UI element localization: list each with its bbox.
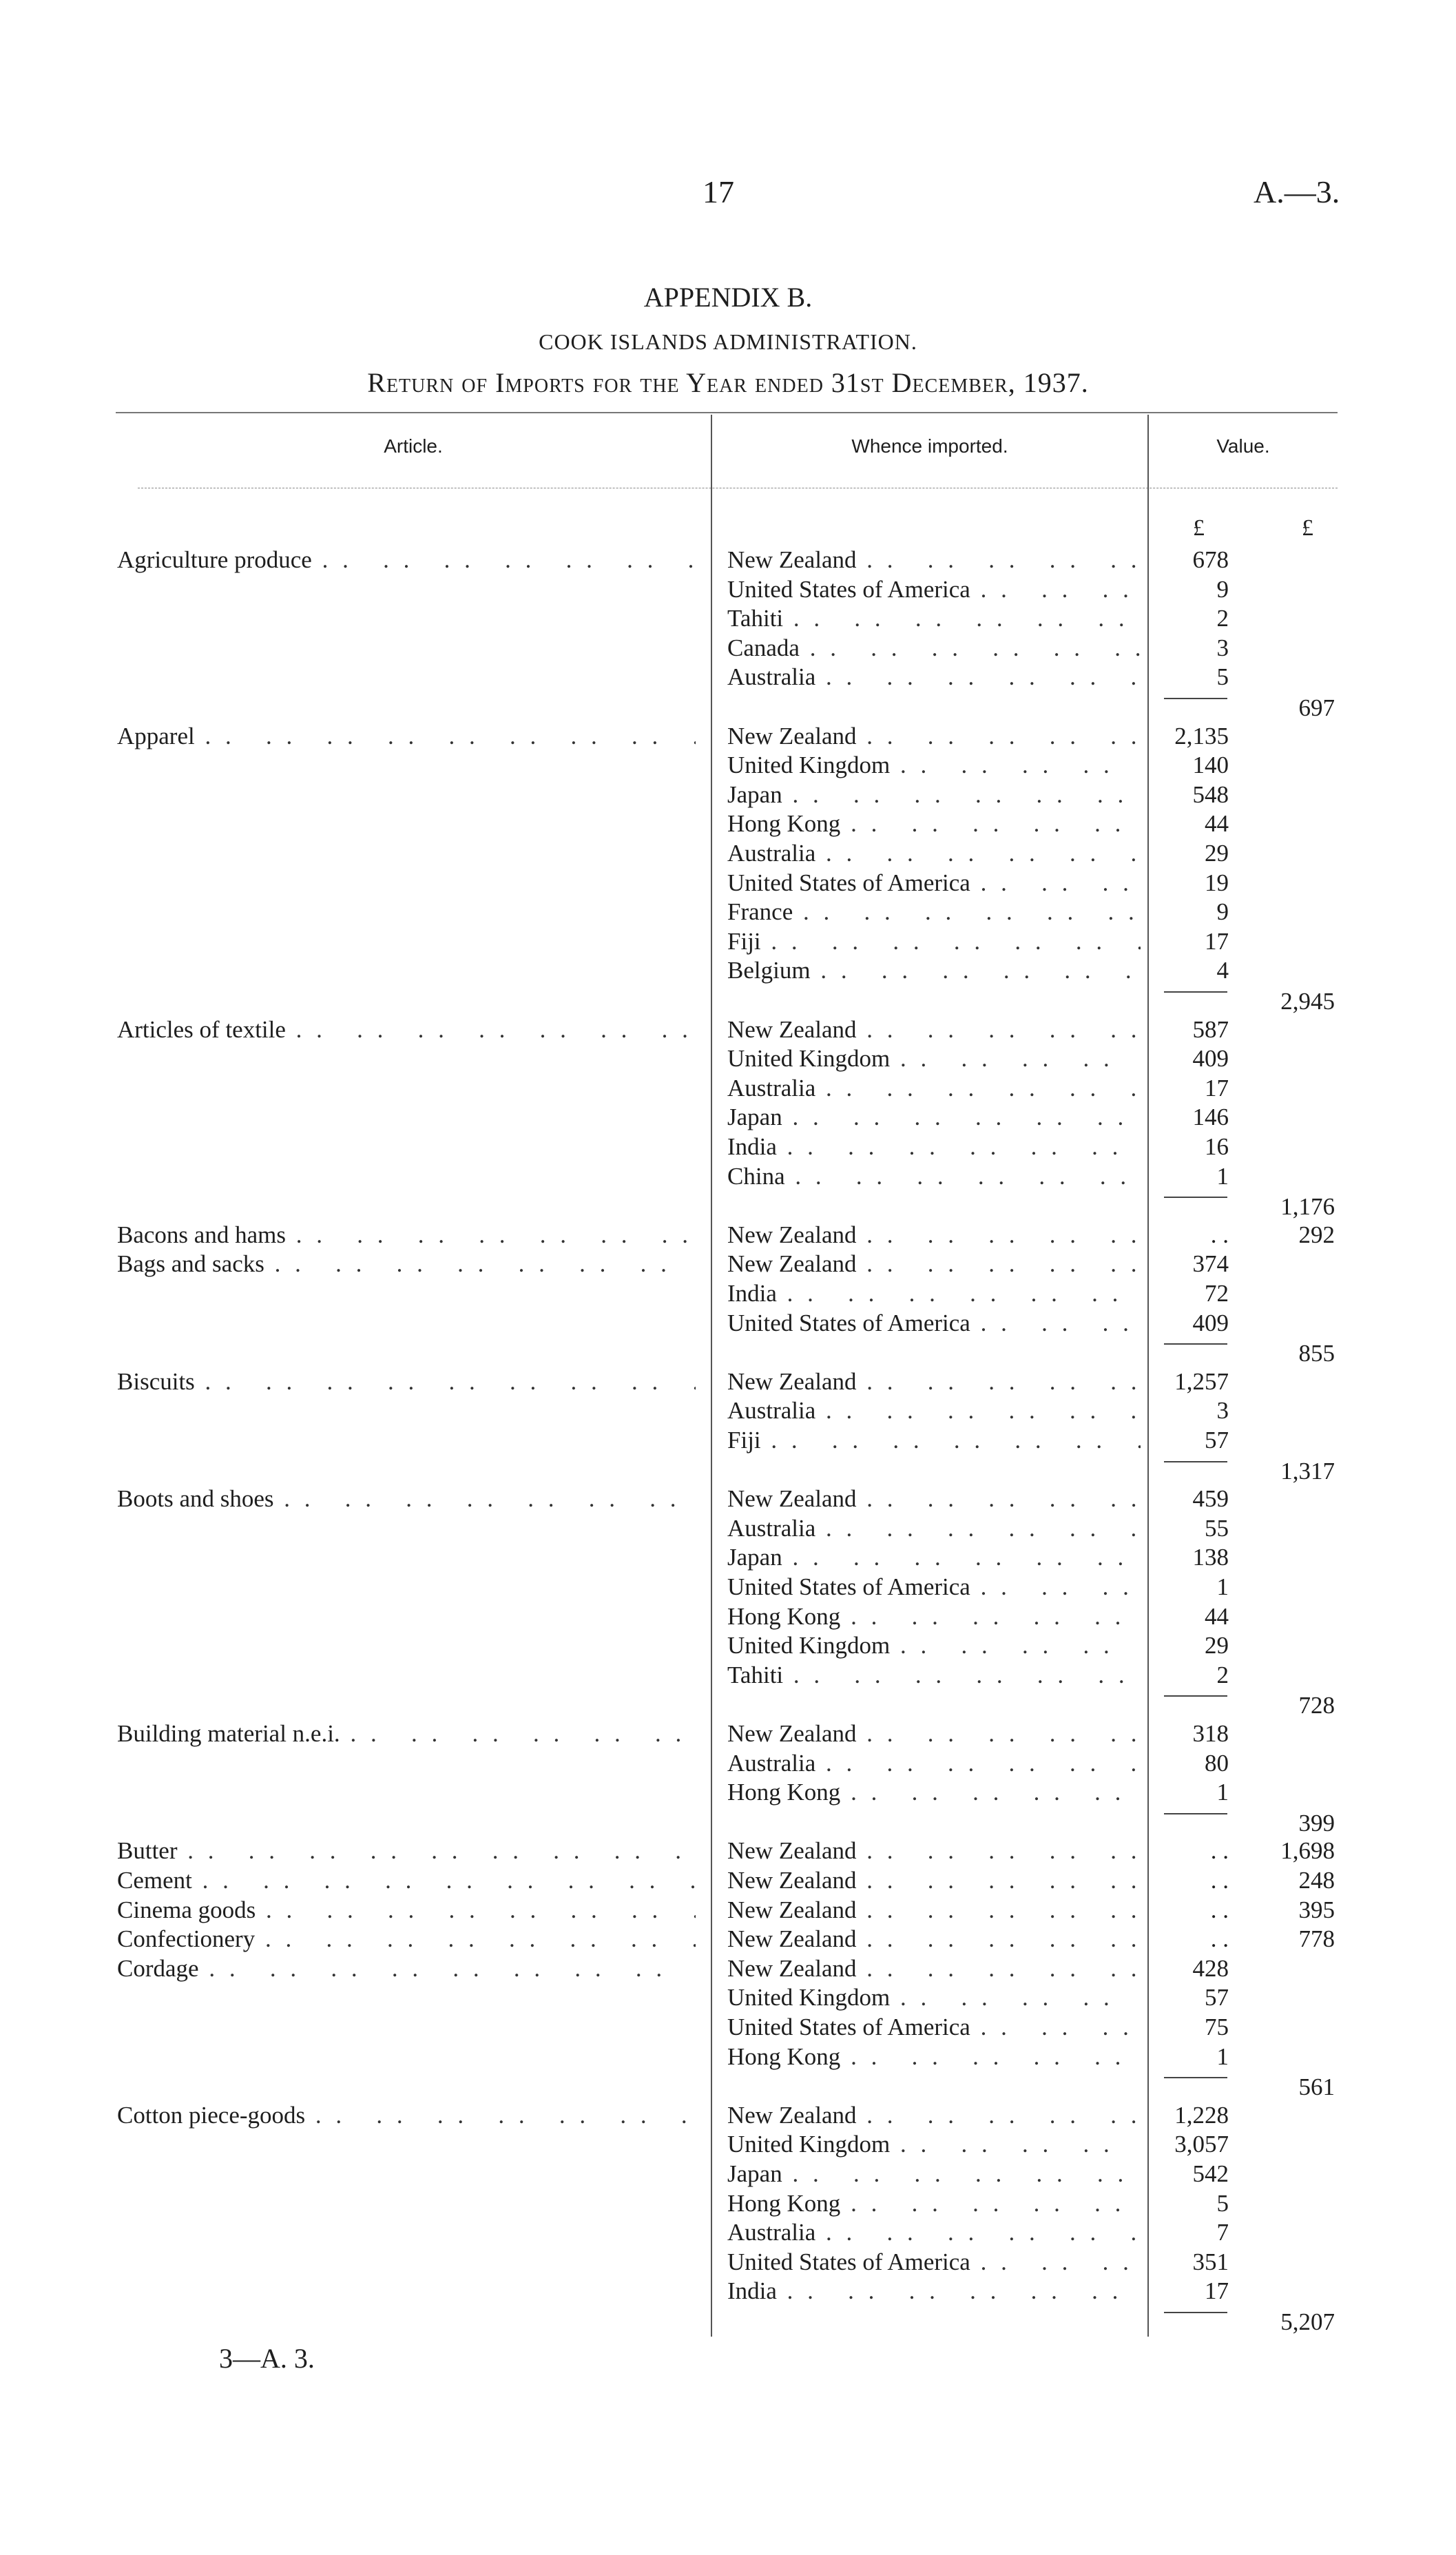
country-name: New Zealand . . [727, 2101, 1141, 2130]
country-name: Hong Kong . . [727, 1602, 1141, 1631]
import-value: 44 [1205, 810, 1229, 838]
import-value: 2 [1216, 605, 1229, 632]
import-value: 2,135 [1174, 722, 1229, 749]
article-total: 1,698 [1280, 1837, 1335, 1865]
country-name: New Zealand . . [727, 1221, 1141, 1250]
import-value: 3 [1216, 1397, 1229, 1425]
import-value: . . [1210, 1837, 1229, 1865]
country-name: United States of America . . [727, 2013, 1141, 2042]
pound-sign-values: £ [1193, 515, 1205, 541]
import-value: 428 [1192, 1954, 1229, 1982]
country-name: India . . [727, 1279, 1141, 1308]
page-number: 17 [703, 174, 734, 209]
country-name: Belgium . . [727, 956, 1141, 985]
article-name: Cinema goods . . [117, 1896, 696, 1925]
import-value: 2 [1216, 1661, 1229, 1688]
import-value: 3,057 [1174, 2131, 1229, 2158]
column-header-value: Value. [1216, 435, 1270, 457]
import-value: 57 [1205, 1984, 1229, 2011]
country-name: Fiji . . [727, 927, 1141, 956]
import-value: 459 [1192, 1485, 1229, 1513]
country-name: New Zealand . . [727, 1866, 1141, 1895]
country-name: United States of America . . [727, 1309, 1141, 1338]
article-name: Cordage . . [117, 1954, 696, 1983]
article-name: Building material n.e.i. . . [117, 1719, 696, 1748]
column-divider-1 [711, 415, 712, 2337]
return-title: Return of Imports for the Year ended 31st December, 1937. [367, 367, 1089, 398]
article-name: Bacons and hams . . [117, 1221, 696, 1250]
import-value: 146 [1192, 1104, 1229, 1131]
import-value: 678 [1192, 546, 1229, 573]
import-value: 374 [1192, 1250, 1229, 1278]
subtotal-rule [1164, 2077, 1227, 2078]
subtotal-rule [1164, 1813, 1227, 1814]
country-name: China . . [727, 1162, 1141, 1191]
article-total: 248 [1298, 1867, 1335, 1894]
country-name: New Zealand . . [727, 722, 1141, 751]
import-value: . . [1210, 1896, 1229, 1923]
article-total: 1,176 [1280, 1193, 1335, 1221]
article-total: 2,945 [1280, 988, 1335, 1015]
appendix-title: APPENDIX B. [643, 282, 813, 313]
article-name: Biscuits . . [117, 1367, 696, 1396]
subtotal-rule [1164, 1461, 1227, 1462]
country-name: Australia . . [727, 1074, 1141, 1103]
import-value: 542 [1192, 2160, 1229, 2187]
import-value: 29 [1205, 1632, 1229, 1659]
subtotal-rule [1164, 1197, 1227, 1198]
country-name: New Zealand . . [727, 1896, 1141, 1925]
import-value: 1,257 [1174, 1367, 1229, 1395]
country-name: United Kingdom . . [727, 2130, 1141, 2159]
import-value: 1 [1216, 1162, 1229, 1190]
import-value: . . [1210, 1925, 1229, 1953]
import-value: 1 [1216, 2042, 1229, 2070]
subtotal-rule [1164, 1695, 1227, 1697]
column-header-article: Article. [384, 435, 443, 457]
country-name: United States of America . . [727, 575, 1141, 604]
country-name: Japan . . [727, 1543, 1141, 1572]
country-name: New Zealand . . [727, 1837, 1141, 1865]
article-name: Articles of textile . . [117, 1015, 696, 1044]
import-value: 3 [1216, 634, 1229, 661]
import-value: 57 [1205, 1427, 1229, 1454]
import-value: 548 [1192, 780, 1229, 808]
country-name: India . . [727, 1132, 1141, 1161]
article-name: Bags and sacks . . [117, 1250, 696, 1279]
article-name: Agriculture produce . . [117, 546, 696, 575]
import-value: 1 [1216, 1573, 1229, 1600]
country-name: France . . [727, 898, 1141, 927]
import-value: 80 [1205, 1749, 1229, 1777]
article-name: Cotton piece-goods . . [117, 2101, 696, 2130]
country-name: United Kingdom . . [727, 751, 1141, 780]
country-name: United States of America . . [727, 869, 1141, 898]
article-total: 855 [1298, 1340, 1335, 1367]
import-value: 7 [1216, 2219, 1229, 2246]
country-name: Australia . . [727, 663, 1141, 692]
country-name: Hong Kong . . [727, 2189, 1141, 2218]
import-value: 138 [1192, 1544, 1229, 1571]
country-name: Japan . . [727, 780, 1141, 809]
country-name: Japan . . [727, 2160, 1141, 2189]
country-name: New Zealand . . [727, 1015, 1141, 1044]
import-value: 55 [1205, 1514, 1229, 1542]
import-value: 17 [1205, 927, 1229, 955]
import-value: 75 [1205, 2014, 1229, 2040]
import-value: 17 [1205, 1074, 1229, 1101]
country-name: Canada . . [727, 634, 1141, 663]
article-total: 1,317 [1280, 1457, 1335, 1485]
country-name: Australia . . [727, 1749, 1141, 1778]
import-value: 17 [1205, 2277, 1229, 2305]
import-value: 9 [1216, 898, 1229, 926]
country-name: New Zealand . . [727, 1367, 1141, 1396]
import-value: 16 [1205, 1133, 1229, 1160]
article-total: 728 [1298, 1692, 1335, 1719]
country-name: Tahiti . . [727, 1661, 1141, 1690]
country-name: United States of America . . [727, 2248, 1141, 2277]
import-value: 29 [1205, 840, 1229, 867]
import-value: 1,228 [1174, 2101, 1229, 2129]
country-name: United Kingdom . . [727, 1983, 1141, 2012]
article-name: Cement . . [117, 1866, 696, 1895]
country-name: New Zealand . . [727, 1925, 1141, 1954]
footer-signature: 3—A. 3. [219, 2343, 315, 2374]
country-name: New Zealand . . [727, 1485, 1141, 1513]
import-value: 9 [1216, 575, 1229, 603]
country-name: India . . [727, 2277, 1141, 2306]
article-total: 395 [1298, 1896, 1335, 1923]
import-value: 318 [1192, 1720, 1229, 1747]
country-name: Australia . . [727, 839, 1141, 868]
country-name: Australia . . [727, 1396, 1141, 1425]
import-value: 44 [1205, 1602, 1229, 1630]
country-name: United Kingdom . . [727, 1631, 1141, 1660]
import-value: 5 [1216, 2189, 1229, 2217]
subtotal-rule [1164, 1343, 1227, 1345]
article-total: 399 [1298, 1809, 1335, 1837]
country-name: Fiji . . [727, 1426, 1141, 1455]
country-name: Hong Kong . . [727, 2042, 1141, 2071]
country-name: Tahiti . . [727, 604, 1141, 633]
import-value: 72 [1205, 1280, 1229, 1307]
article-total: 778 [1298, 1925, 1335, 1953]
pound-sign-totals: £ [1302, 515, 1313, 541]
country-name: Hong Kong . . [727, 1778, 1141, 1807]
subtotal-rule [1164, 698, 1227, 699]
article-total: 292 [1298, 1221, 1335, 1248]
country-name: Australia . . [727, 1514, 1141, 1543]
article-name: Butter . . [117, 1837, 696, 1865]
country-name: Hong Kong . . [727, 809, 1141, 838]
country-name: New Zealand . . [727, 1954, 1141, 1983]
subtotal-rule [1164, 991, 1227, 993]
import-value: 4 [1216, 957, 1229, 984]
subtotal-rule [1164, 2312, 1227, 2313]
import-value: 19 [1205, 869, 1229, 896]
article-total: 697 [1298, 694, 1335, 721]
page-reference: A.—3. [1254, 174, 1340, 209]
import-value: 140 [1192, 752, 1229, 779]
country-name: United States of America . . [727, 1573, 1141, 1602]
import-value: 5 [1216, 663, 1229, 691]
column-header-whence: Whence imported. [851, 435, 1008, 457]
administration-title: COOK ISLANDS ADMINISTRATION. [539, 329, 917, 354]
import-value: 351 [1192, 2248, 1229, 2275]
import-value: . . [1210, 1221, 1229, 1248]
country-name: Australia . . [727, 2218, 1141, 2247]
article-name: Boots and shoes . . [117, 1485, 696, 1513]
import-value: 409 [1192, 1309, 1229, 1336]
country-name: Japan . . [727, 1103, 1141, 1132]
import-value: 409 [1192, 1045, 1229, 1073]
article-name: Apparel . . [117, 722, 696, 751]
article-total: 561 [1298, 2073, 1335, 2101]
country-name: New Zealand . . [727, 546, 1141, 575]
article-total: 5,207 [1280, 2308, 1335, 2335]
import-value: 587 [1192, 1015, 1229, 1043]
country-name: United Kingdom . . [727, 1044, 1141, 1073]
table-top-rule [116, 412, 1338, 413]
article-name: Confectionery . . [117, 1925, 696, 1954]
import-value: . . [1210, 1867, 1229, 1894]
import-value: 1 [1216, 1779, 1229, 1806]
country-name: New Zealand . . [727, 1250, 1141, 1279]
country-name: New Zealand . . [727, 1719, 1141, 1748]
